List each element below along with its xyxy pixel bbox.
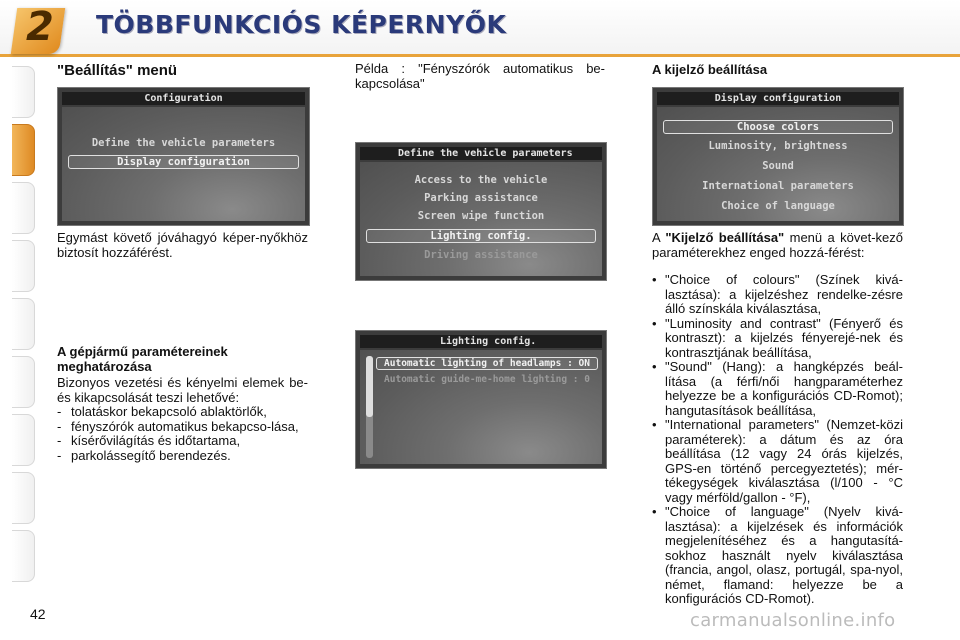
screen-body (360, 162, 602, 276)
side-tab-3[interactable] (12, 182, 35, 234)
screen-title: Lighting config. (360, 335, 602, 348)
side-tab-5[interactable] (12, 298, 35, 350)
list-item: • "Luminosity and contrast" (Fényerő és kontraszt): a kijelzés fényerejé-nek és kontrasztjának beállítása, (652, 315, 903, 360)
menu-item-driving-assistance[interactable]: Driving assistance (424, 249, 538, 261)
menu-item-guide-me-home[interactable]: Automatic guide-me-home lighting : 0 (384, 374, 590, 385)
example-text: Példa : "Fényszórók automatikus be-kapcsolása" (355, 61, 605, 91)
side-tab-1[interactable] (12, 66, 35, 118)
list-item: • "Choice of colours" (Színek kivá-lasztása): a kijelzéshez rendelke-zésre álló színskála kiválasztása, (652, 272, 903, 316)
list-item: • "International parameters" (Nemzet-közi paraméterek): a dátum és az óra beállítása (12 vagy 24 órás kijelzés, GPS-en történő percegyeztetés); mér-tékegységek kiválasztása (l/100 - °C vagy mérföld/gallon - °F), (652, 417, 903, 505)
screen-body (62, 107, 305, 221)
page-number: 42 (30, 606, 46, 622)
list-item: • "Choice of language" (Nyelv kivá-lasztása): a kijelzések és információk megjelenítéséhez és a hangutasítá-sokhoz használt nyelv kiválasztása (francia, angol, olasz, portugál, spa-nyol, német, flamand: helyezze be a konfigurációs CD-Romot). (652, 504, 903, 606)
menu-item-screen-wipe-function[interactable]: Screen wipe function (417, 210, 545, 222)
access-paragraph: Egymást követő jóváhagyó képer-nyőkhöz biztosít hozzáférést. (57, 230, 308, 260)
screen-title: Display configuration (657, 92, 899, 105)
watermark: carmanualsonline.info (690, 610, 896, 631)
menu-item-luminosity-brightness[interactable]: Luminosity, brightness (708, 140, 848, 152)
list-item: - fényszórók automatikus bekapcso-lása, (57, 418, 299, 434)
list-item: - tolatáskor bekapcsoló ablaktörlők, (57, 404, 267, 419)
vehicle-parameters-heading: A gépjármű paramétereinek meghatározása (57, 344, 228, 374)
scrollbar-thumb[interactable] (366, 356, 373, 417)
side-tab-7[interactable] (12, 414, 35, 466)
display-settings-list (652, 273, 903, 607)
list-item: • "Sound" (Hang): a hangképzés beál-lítása (a férfi/női hangparaméterhez helyezze be a konfigurációs CD-Romot); hangutasítások beállítása, (652, 359, 903, 418)
menu-item-lighting-config[interactable]: Lighting config. (366, 229, 596, 243)
display-settings-intro: A "Kijelző beállítása" menü a követ-kező paraméterekhez enged hozzá-férést: (652, 230, 903, 260)
side-tab-9[interactable] (12, 530, 35, 582)
side-tab-4[interactable] (12, 240, 35, 292)
screen-body (360, 350, 602, 464)
display-configuration-screen (652, 87, 904, 226)
side-tab-2-active[interactable] (12, 124, 35, 176)
vehicle-parameters-screen (355, 142, 607, 281)
settings-menu-heading: "Beállítás" menü (57, 62, 178, 79)
side-tab-6[interactable] (12, 356, 35, 408)
screen-title: Define the vehicle parameters (360, 147, 602, 160)
menu-item-choose-colors[interactable]: Choose colors (663, 120, 893, 134)
lighting-config-screen (355, 330, 607, 469)
menu-item-international-parameters[interactable]: International parameters (702, 180, 854, 192)
chapter-side-tabs (0, 66, 36, 576)
menu-item-access-to-vehicle[interactable]: Access to the vehicle (414, 174, 548, 186)
screen-body (657, 107, 899, 221)
side-tab-8[interactable] (12, 472, 35, 524)
menu-item-display-configuration[interactable]: Display configuration (68, 155, 299, 169)
menu-item-sound[interactable]: Sound (762, 160, 794, 172)
page-title: TÖBBFUNKCIÓS KÉPERNYŐK (96, 10, 507, 39)
menu-item-automatic-headlamps[interactable]: Automatic lighting of headlamps : ON (376, 357, 598, 370)
vehicle-parameters-intro: Bizonyos vezetési és kényelmi elemek be- és kikapcsolását teszi lehetővé: (57, 375, 308, 405)
list-item: - parkolássegítő berendezés. (57, 447, 231, 463)
menu-item-choice-of-language[interactable]: Choice of language (721, 200, 835, 212)
display-settings-heading: A kijelző beállítása (652, 62, 768, 77)
list-item: - kísérővilágítás és időtartama, (57, 433, 241, 448)
scrollbar[interactable] (366, 356, 373, 458)
configuration-screen (57, 87, 310, 226)
vehicle-parameters-list (57, 405, 308, 463)
chapter-number: 2 (26, 4, 54, 50)
menu-item-define-vehicle-parameters[interactable]: Define the vehicle parameters (91, 137, 276, 149)
menu-item-parking-assistance[interactable]: Parking assistance (424, 192, 538, 204)
screen-title: Configuration (62, 92, 305, 105)
